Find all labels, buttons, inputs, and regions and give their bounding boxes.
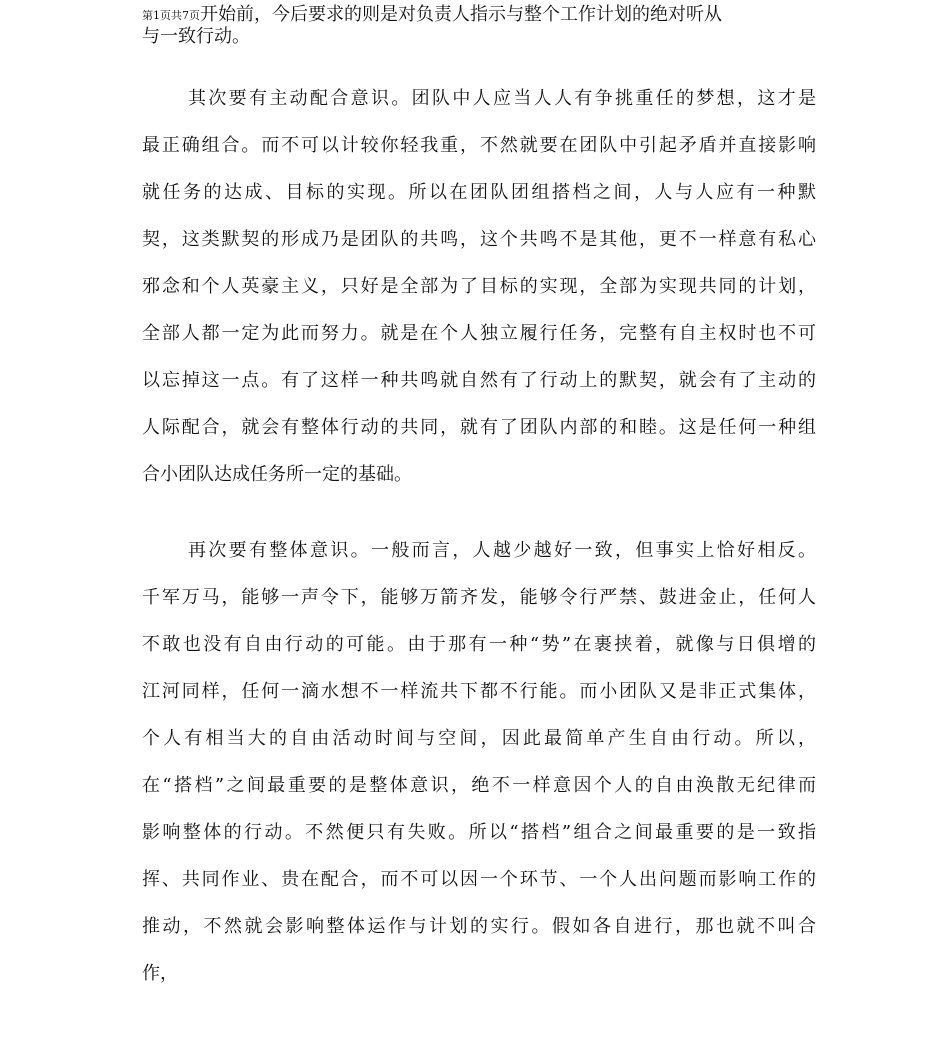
paragraph-2-line: 再次要有整体意识。一般而言，人越少越好一致，但事实上恰好相反。 xyxy=(188,540,816,561)
header-text: 开始前，今后要求的则是对负责人指示与整个工作计划的绝对听从 xyxy=(200,4,722,25)
paragraph-1-line: 合小团队达成任务所一定的基础。 xyxy=(142,464,412,485)
paragraph-1-line: 契，这类默契的形成乃是团队的共鸣，这个共鸣不是其他，更不一样意有私心 xyxy=(142,229,816,250)
paragraph-2-line: 不敢也没有自由行动的可能。由于那有一种“势”在裹挟着，就像与日俱增的 xyxy=(142,634,816,655)
paragraph-2-line: 影响整体的行动。不然便只有失败。所以“搭档”组合之间最重要的是一致指 xyxy=(142,822,816,843)
paragraph-1-line: 全部人都一定为此而努力。就是在个人独立履行任务，完整有自主权时也不可 xyxy=(142,323,816,344)
paragraph-2-line: 千军万马，能够一声令下，能够万箭齐发，能够令行严禁、鼓进金止，任何人 xyxy=(142,587,816,608)
paragraph-2-line: 在“搭档”之间最重要的是整体意识，绝不一样意因个人的自由涣散无纪律而 xyxy=(142,775,816,796)
paragraph-2-line: 江河同样，任何一滴水想不一样流共下都不行能。而小团队又是非正式集体， xyxy=(142,681,816,702)
paragraph-1-line: 最正确组合。而不可以计较你轻我重，不然就要在团队中引起矛盾并直接影响 xyxy=(142,135,816,156)
paragraph-1-line: 以忘掉这一点。有了这样一种共鸣就自然有了行动上的默契，就会有了主动的 xyxy=(142,370,816,391)
paragraph-2-line: 个人有相当大的自由活动时间与空间，因此最简单产生自由行动。所以， xyxy=(142,728,816,749)
paragraph-1-line: 邪念和个人英豪主义，只好是全部为了目标的实现，全部为实现共同的计划， xyxy=(142,276,816,297)
paragraph-1-line: 就任务的达成、目标的实现。所以在团队团组搭档之间，人与人应有一种默 xyxy=(142,182,816,203)
paragraph-2-line: 作， xyxy=(142,963,178,984)
paragraph-1-line: 其次要有主动配合意识。团队中人应当人人有争挑重任的梦想，这才是 xyxy=(188,88,816,109)
paragraph-2-line: 推动，不然就会影响整体运作与计划的实行。假如各自进行，那也就不叫合 xyxy=(142,916,816,937)
page-marker: 第1页共7页 xyxy=(142,9,200,22)
header-continuation: 与一致行动。 xyxy=(142,26,250,47)
paragraph-2-line: 挥、共同作业、贵在配合，而不可以因一个环节、一个人出问题而影响工作的 xyxy=(142,869,816,890)
paragraph-1-line: 人际配合，就会有整体行动的共同，就有了团队内部的和睦。这是任何一种组 xyxy=(142,417,816,438)
